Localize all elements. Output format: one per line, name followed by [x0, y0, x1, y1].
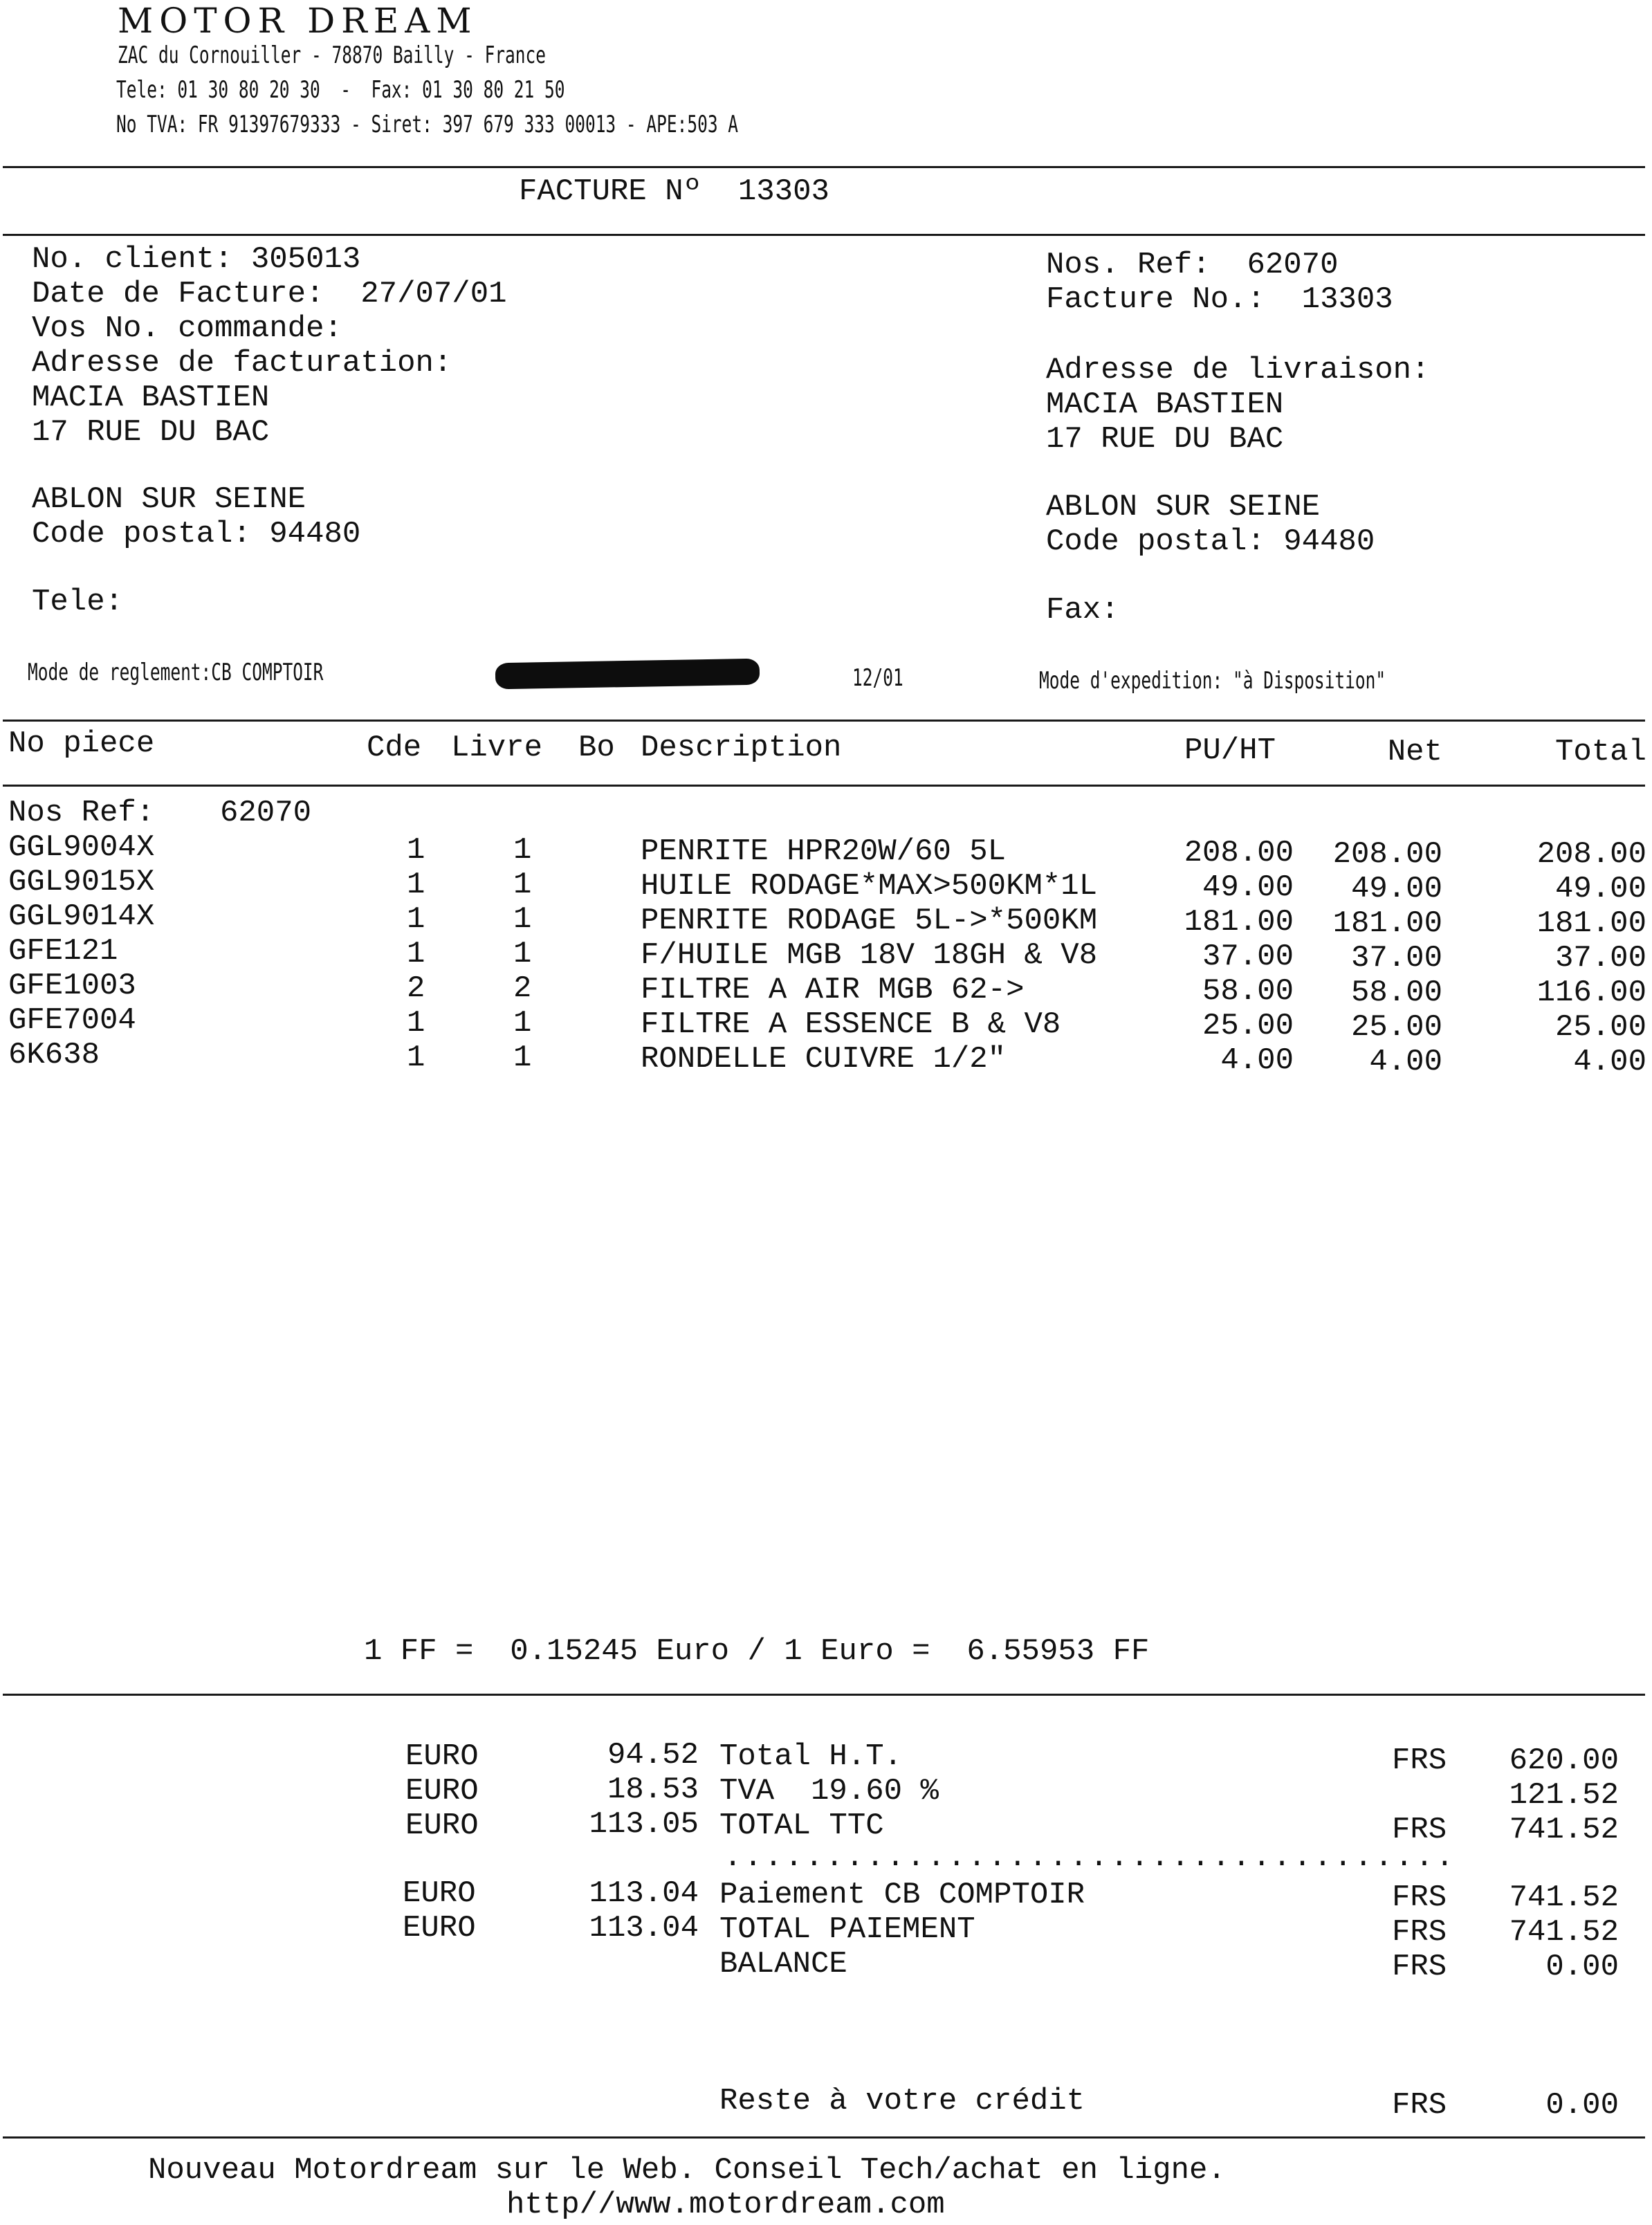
- row-description: PENRITE HPR20W/60 5L: [641, 834, 1007, 869]
- row-pu: 58.00: [1202, 974, 1294, 1009]
- company-address: ZAC du Cornouiller - 78870 Bailly - France: [118, 42, 547, 69]
- total-currency-frs: FRS: [1392, 1813, 1447, 1847]
- row-cde: 1: [407, 1006, 425, 1041]
- row-description: FILTRE A AIR MGB 62->: [641, 973, 1025, 1007]
- client-number: No. client: 305013: [32, 242, 361, 277]
- total-amount-euro: 18.53: [607, 1773, 699, 1807]
- total-currency-frs: FRS: [1392, 1743, 1447, 1778]
- row-total: 25.00: [1554, 1010, 1646, 1045]
- row-net: 4.00: [1369, 1045, 1442, 1079]
- total-label: TVA 19.60 %: [719, 1774, 939, 1809]
- row-total: 49.00: [1554, 872, 1646, 906]
- header-total: Total: [1554, 735, 1646, 769]
- row-cde: 1: [407, 833, 425, 868]
- payment-amount-frs: 741.52: [1509, 1880, 1619, 1915]
- currency-conversion: 1 FF = 0.15245 Euro / 1 Euro = 6.55953 FF: [364, 1634, 1150, 1669]
- row-description: PENRITE RODAGE 5L->*500KM: [641, 904, 1098, 938]
- row-cde: 2: [407, 971, 425, 1006]
- row-livre: 1: [513, 1006, 532, 1041]
- payment-label: Paiement CB COMPTOIR: [719, 1878, 1085, 1912]
- row-cde: 1: [407, 868, 425, 902]
- invoice-title: FACTURE Nº 13303: [519, 174, 829, 209]
- row-livre: 1: [513, 902, 532, 937]
- row-cde: 1: [407, 1041, 425, 1075]
- header-pu: PU/HT: [1184, 733, 1276, 768]
- company-legal: No TVA: FR 91397679333 - Siret: 397 679 333 00013 - APE:503 A: [116, 111, 739, 138]
- billing-street: 17 RUE DU BAC: [32, 415, 270, 450]
- total-currency-euro: EURO: [405, 1774, 479, 1809]
- row-pu: 208.00: [1184, 836, 1294, 870]
- row-net: 25.00: [1350, 1010, 1442, 1045]
- order-number: Vos No. commande:: [32, 311, 342, 346]
- row-piece: GGL9004X: [8, 830, 155, 865]
- total-amount-frs: 741.52: [1509, 1813, 1619, 1847]
- row-piece: GFE1003: [8, 969, 136, 1003]
- row-net: 37.00: [1350, 941, 1442, 976]
- billing-label: Adresse de facturation:: [32, 346, 452, 381]
- dotted-separator: ....................................: [724, 1840, 1456, 1875]
- shipping-mode: Mode d'expedition: "à Disposition": [1039, 667, 1386, 695]
- credit-label: Reste à votre crédit: [719, 2084, 1085, 2118]
- total-amount-euro: 113.05: [589, 1807, 699, 1842]
- ref-label: Nos Ref:: [8, 796, 155, 830]
- row-pu: 25.00: [1202, 1009, 1294, 1043]
- credit-amount: 0.00: [1545, 2088, 1619, 2123]
- payment-currency-frs: FRS: [1392, 1950, 1447, 1984]
- row-piece: GFE7004: [8, 1003, 136, 1038]
- divider: [3, 785, 1645, 787]
- total-amount-frs: 121.52: [1509, 1778, 1619, 1813]
- our-reference: Nos. Ref: 62070: [1046, 248, 1339, 282]
- payment-currency-euro: EURO: [403, 1876, 476, 1911]
- balance-label: BALANCE: [719, 1947, 847, 1981]
- row-total: 4.00: [1573, 1045, 1646, 1079]
- payment-mode: Mode de reglement:CB COMPTOIR: [28, 659, 324, 686]
- total-label: TOTAL TTC: [719, 1809, 884, 1843]
- delivery-city: ABLON SUR SEINE: [1046, 490, 1321, 524]
- row-livre: 2: [513, 971, 532, 1006]
- payment-currency-frs: FRS: [1392, 1880, 1447, 1915]
- row-description: HUILE RODAGE*MAX>500KM*1L: [641, 869, 1098, 904]
- row-piece: GGL9014X: [8, 899, 155, 934]
- payment-amount-euro: 113.04: [589, 1911, 699, 1945]
- header-livre: Livre: [451, 731, 543, 765]
- row-piece: GFE121: [8, 934, 118, 969]
- row-total: 208.00: [1536, 837, 1646, 872]
- row-pu: 181.00: [1184, 905, 1294, 940]
- redaction-mark: [495, 659, 760, 690]
- total-currency-euro: EURO: [405, 1739, 479, 1774]
- total-currency-euro: EURO: [405, 1809, 479, 1843]
- header-bo: Bo: [578, 731, 615, 765]
- ref-value: 62070: [220, 796, 312, 830]
- invoice-number: Facture No.: 13303: [1046, 282, 1393, 317]
- row-net: 208.00: [1332, 837, 1442, 872]
- billing-city: ABLON SUR SEINE: [32, 482, 306, 517]
- divider: [3, 2136, 1645, 2139]
- billing-name: MACIA BASTIEN: [32, 381, 270, 415]
- delivery-name: MACIA BASTIEN: [1046, 387, 1284, 422]
- billing-postal: Code postal: 94480: [32, 517, 361, 551]
- footer-url: http//www.motordream.com: [506, 2188, 945, 2222]
- company-phone-fax: Tele: 01 30 80 20 30 - Fax: 01 30 80 21 50: [116, 76, 565, 104]
- row-description: RONDELLE CUIVRE 1/2": [641, 1042, 1007, 1077]
- divider: [3, 1694, 1645, 1696]
- payment-currency-frs: FRS: [1392, 1915, 1447, 1950]
- delivery-postal: Code postal: 94480: [1046, 524, 1375, 559]
- row-livre: 1: [513, 833, 532, 868]
- footer-text: Nouveau Motordream sur le Web. Conseil Tech/achat en ligne.: [148, 2153, 1226, 2188]
- row-total: 37.00: [1554, 941, 1646, 976]
- credit-currency: FRS: [1392, 2088, 1447, 2123]
- row-livre: 1: [513, 868, 532, 902]
- total-amount-frs: 620.00: [1509, 1743, 1619, 1778]
- divider: [3, 234, 1645, 236]
- payment-currency-euro: EURO: [403, 1911, 476, 1945]
- header-net: Net: [1387, 735, 1442, 769]
- row-total: 181.00: [1536, 906, 1646, 941]
- row-livre: 1: [513, 937, 532, 971]
- payment-amount-euro: 113.04: [589, 1876, 699, 1911]
- balance-amount-frs: 0.00: [1545, 1950, 1619, 1984]
- delivery-label: Adresse de livraison:: [1046, 353, 1430, 387]
- row-description: F/HUILE MGB 18V 18GH & V8: [641, 938, 1098, 973]
- company-name: MOTOR DREAM: [118, 1, 478, 41]
- row-pu: 37.00: [1202, 940, 1294, 974]
- total-amount-euro: 94.52: [607, 1738, 699, 1773]
- invoice-date: Date de Facture: 27/07/01: [32, 277, 507, 311]
- divider: [3, 166, 1645, 168]
- row-net: 49.00: [1350, 872, 1442, 906]
- header-piece: No piece: [8, 726, 155, 761]
- row-pu: 4.00: [1220, 1043, 1294, 1078]
- row-livre: 1: [513, 1041, 532, 1075]
- delivery-street: 17 RUE DU BAC: [1046, 422, 1284, 457]
- card-expiry: 12/01: [852, 664, 903, 692]
- billing-tele: Tele:: [32, 585, 124, 619]
- payment-label: TOTAL PAIEMENT: [719, 1912, 975, 1947]
- row-net: 58.00: [1350, 976, 1442, 1010]
- row-piece: 6K638: [8, 1038, 100, 1072]
- row-piece: GGL9015X: [8, 865, 155, 899]
- row-net: 181.00: [1332, 906, 1442, 941]
- delivery-fax: Fax:: [1046, 593, 1119, 628]
- row-total: 116.00: [1536, 976, 1646, 1010]
- row-cde: 1: [407, 902, 425, 937]
- payment-amount-frs: 741.52: [1509, 1915, 1619, 1950]
- row-cde: 1: [407, 937, 425, 971]
- header-description: Description: [641, 731, 842, 765]
- divider: [3, 720, 1645, 722]
- row-description: FILTRE A ESSENCE B & V8: [641, 1007, 1061, 1042]
- header-cde: Cde: [367, 731, 422, 765]
- total-label: Total H.T.: [719, 1739, 903, 1774]
- row-pu: 49.00: [1202, 870, 1294, 905]
